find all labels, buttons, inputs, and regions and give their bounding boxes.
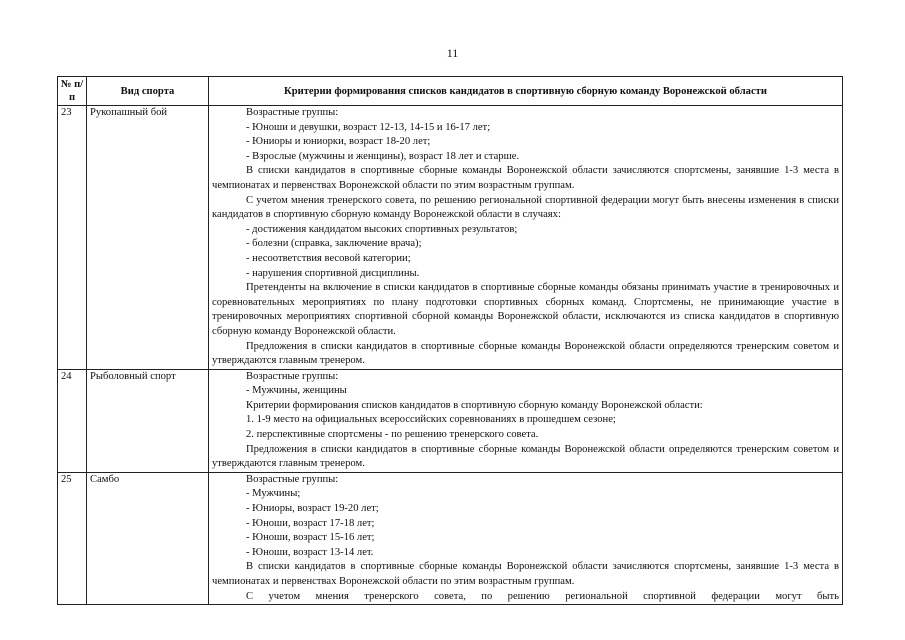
criteria-line: - болезни (справка, заключение врача); <box>246 238 422 250</box>
criteria-paragraph: Предложения в списки кандидатов в спортивные сборные команды Воронежской области определяются тренерским советом и утверждаются главным тренером. <box>212 443 839 470</box>
header-number: № п/п <box>58 77 87 106</box>
page-number: 11 <box>446 46 459 60</box>
criteria-line: - несоответствия весовой категории; <box>246 252 411 264</box>
table-row <box>58 369 843 472</box>
criteria-line: Возрастные группы: <box>246 473 339 485</box>
table-row <box>58 472 843 604</box>
criteria-line: - Мужчины, женщины <box>246 385 347 397</box>
table-row <box>58 106 843 370</box>
row-criteria <box>209 369 843 472</box>
criteria-line: - Юниоры и юниорки, возраст 18-20 лет; <box>246 136 431 148</box>
criteria-line: - Юноши и девушки, возраст 12-13, 14-15 и 16-17 лет; <box>246 121 491 133</box>
criteria-line: - нарушения спортивной дисциплины. <box>246 267 420 279</box>
criteria-paragraph: С учетом мнения тренерского совета, по решению региональной спортивной федерации могут быть внесены изменения в списки кандидатов в спортивную сборную команду Воронежской области в случаях: <box>212 194 839 221</box>
row-sport: Рукопашный бой <box>87 106 209 370</box>
header-sport: Вид спорта <box>87 77 209 106</box>
criteria-line: - Юноши, возраст 15-16 лет; <box>246 532 375 544</box>
criteria-line: - Взрослые (мужчины и женщины), возраст 18 лет и старше. <box>246 150 520 162</box>
criteria-line: - Юноши, возраст 13-14 лет. <box>246 546 374 558</box>
criteria-line: - достижения кандидатом высоких спортивных результатов; <box>246 223 518 235</box>
header-criteria: Критерии формирования списков кандидатов в спортивную сборную команду Воронежской области <box>209 77 843 106</box>
criteria-table <box>57 76 843 605</box>
criteria-line: 1. 1-9 место на официальных всероссийских соревнованиях в прошедшем сезоне; <box>246 414 616 426</box>
row-sport: Самбо <box>87 472 209 604</box>
row-sport: Рыболовный спорт <box>87 369 209 472</box>
criteria-line: - Мужчины; <box>246 488 301 500</box>
criteria-line: Критерии формирования списков кандидатов в спортивную сборную команду Воронежской области: <box>246 399 703 411</box>
criteria-paragraph: Предложения в списки кандидатов в спортивные сборные команды Воронежской области определяются тренерским советом и утверждаются главным тренером. <box>212 340 839 367</box>
row-number: 23 <box>58 106 87 370</box>
row-criteria <box>209 106 843 370</box>
criteria-paragraph: Претенденты на включение в списки кандидатов в спортивные сборные команды обязаны принимать участие в тренировочных и соревновательных мероприятиях по плану подготовки спортивных сборных команд. Спортсмены, не принимающие участие в тренировочных мероприятиях спортивной сборной команды Воронежской области, исключаются из списка кандидатов в спортивную сборную команду Воронежской области. <box>212 282 839 337</box>
row-number: 25 <box>58 472 87 604</box>
criteria-line: - Юниоры, возраст 19-20 лет; <box>246 503 379 515</box>
row-number: 24 <box>58 369 87 472</box>
criteria-paragraph: С учетом мнения тренерского совета, по решению региональной спортивной федерации могут быть <box>246 590 839 602</box>
row-criteria <box>209 472 843 604</box>
table-header-row <box>58 77 843 106</box>
criteria-paragraph: В списки кандидатов в спортивные сборные команды Воронежской области зачисляются спортсмены, занявшие 1-3 места в чемпионатах и первенствах Воронежской области по этим возрастным группам. <box>212 165 839 191</box>
page-bottom-margin <box>0 612 905 640</box>
criteria-paragraph: В списки кандидатов в спортивные сборные команды Воронежской области зачисляются спортсмены, занявшие 1-3 места в чемпионатах и первенствах Воронежской области по этим возрастным группам. <box>212 561 839 587</box>
criteria-line: Возрастные группы: <box>246 370 339 382</box>
criteria-line: - Юноши, возраст 17-18 лет; <box>246 517 375 529</box>
criteria-line: 2. перспективные спортсмены - по решению тренерского совета. <box>246 429 539 441</box>
criteria-line: Возрастные группы: <box>246 107 339 118</box>
